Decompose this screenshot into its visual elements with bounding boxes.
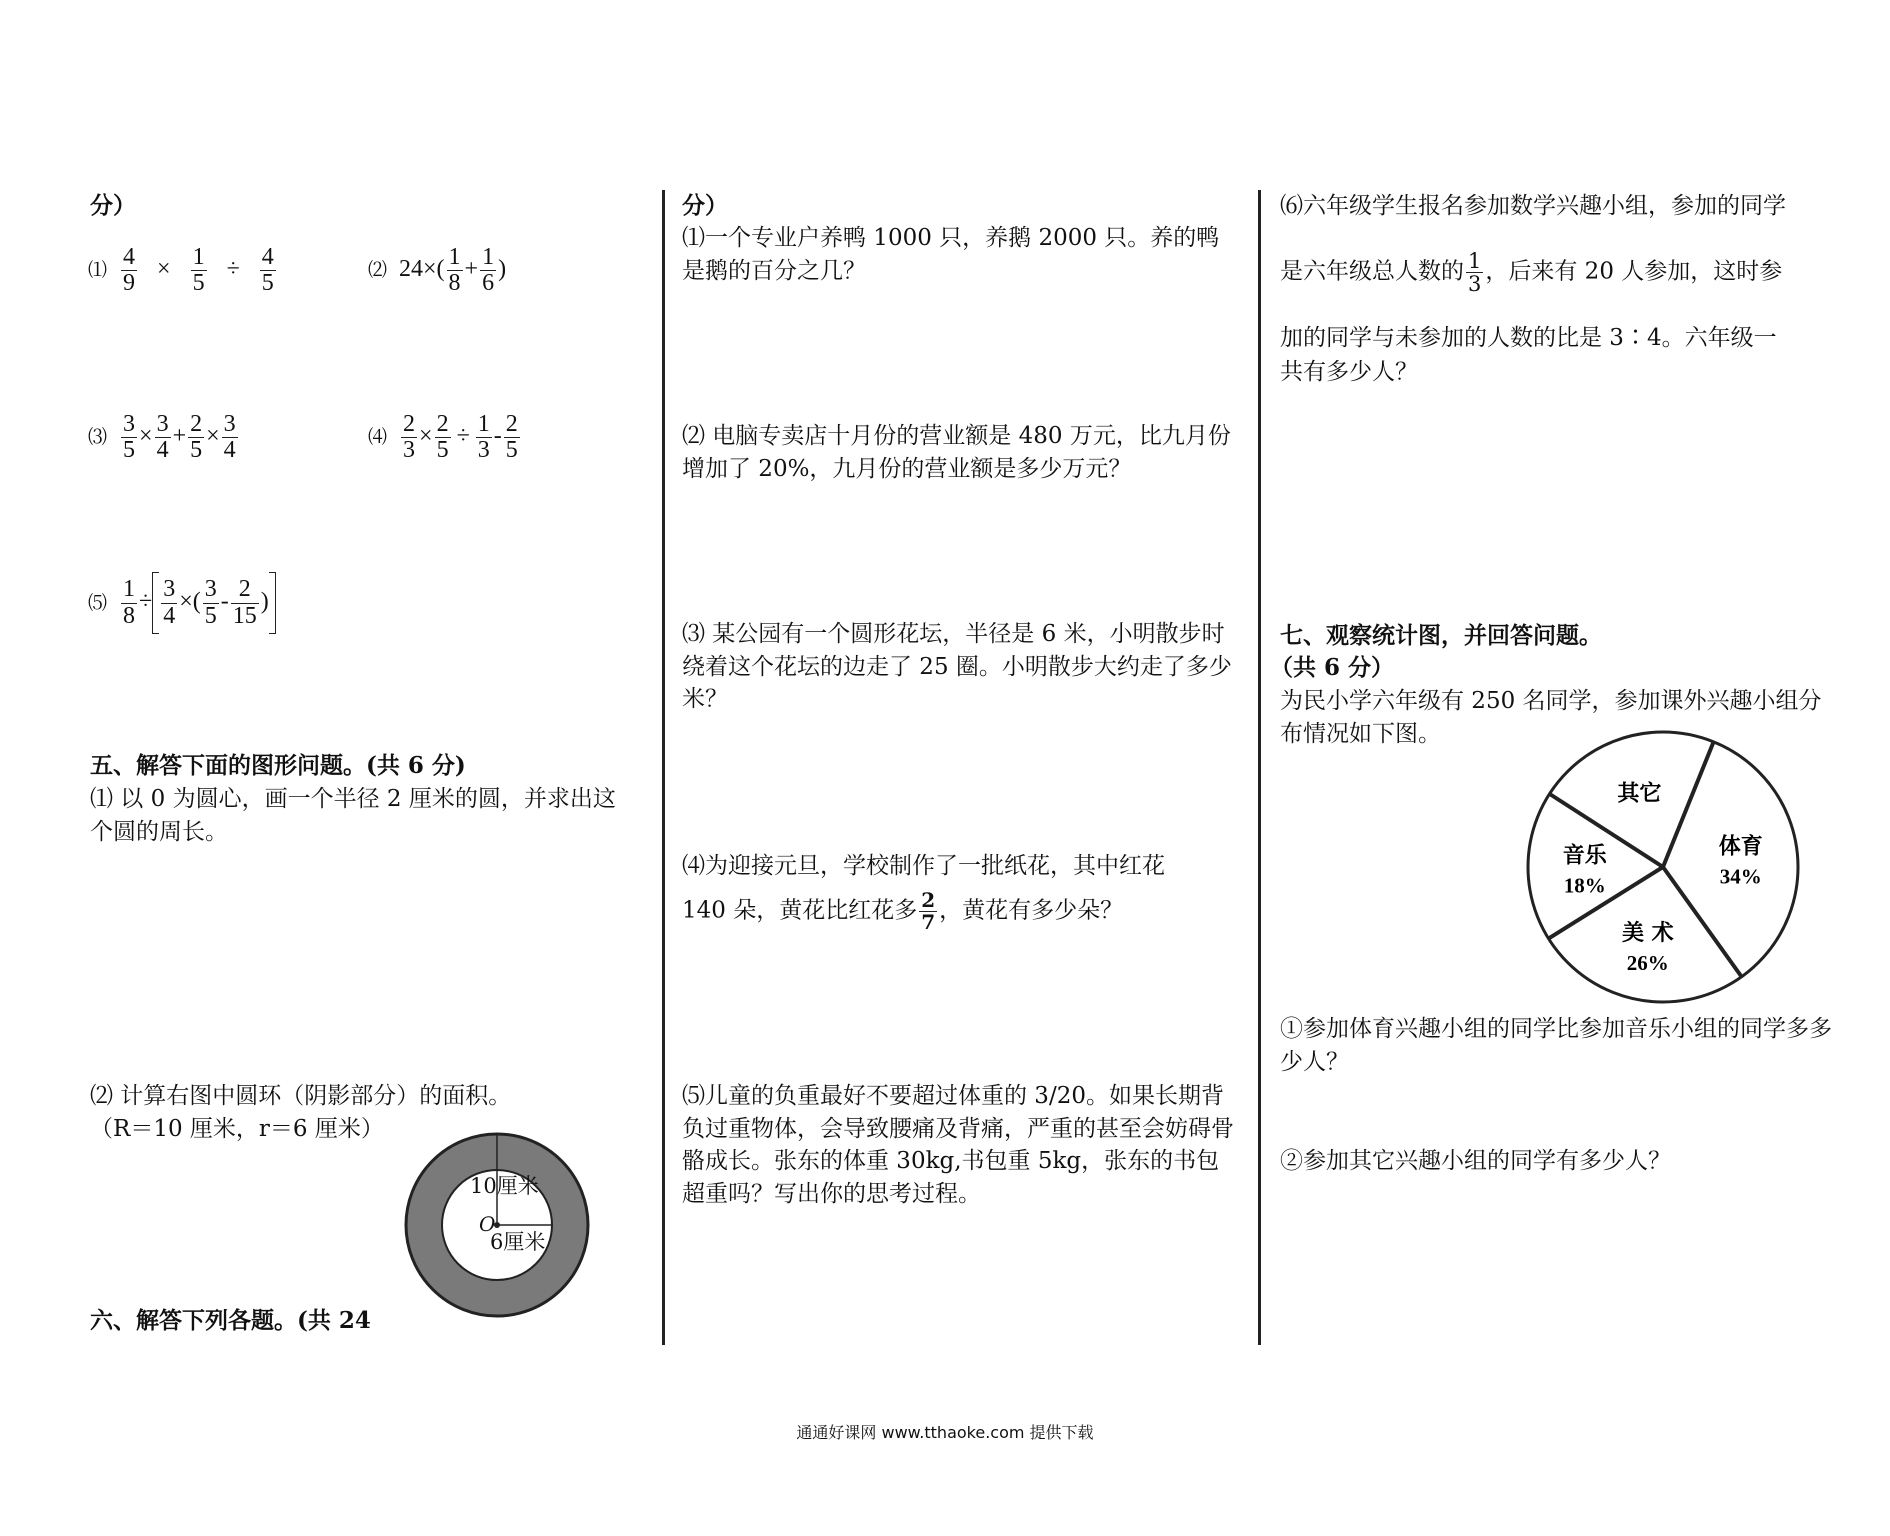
section-6-title: 六、解答下列各题。(共 24	[90, 1307, 371, 1334]
word-problem-4-line-1: ⑷为迎接元旦，学校制作了一批纸花，其中红花	[682, 853, 1165, 879]
fraction: $\frac{2}{5}$	[190, 411, 203, 464]
calc-problem-3: ⑶ $\frac{3}{5}$ × $\frac{3}{4}$ + $\frac{2}{5}$ × $\frac{3}{4}$	[88, 411, 236, 464]
continued-points-col2: 分）	[682, 192, 728, 219]
chart-question-1: ①参加体育兴趣小组的同学比参加音乐小组的同学多多少人？	[1280, 1016, 1832, 1075]
word-problem-4-line-2: 140 朵，黄花比红花多 $\frac{2}{7}$ ，黄花有多少朵？	[682, 888, 1124, 934]
pie-slice-art-percent: 26%	[1626, 950, 1669, 975]
outer-radius-label: 10厘米	[470, 1174, 539, 1198]
fraction: $\frac{3}{5}$	[204, 576, 217, 629]
left-square-bracket	[152, 572, 159, 634]
pie-slice-sports-label: 体育	[1718, 833, 1763, 860]
fraction: $\frac{4}{9}$	[123, 244, 136, 297]
word-problem-1: ⑴一个专业户养鸭 1000 只，养鹅 2000 只。养的鸭是鹅的百分之几？	[682, 225, 1220, 284]
fraction: $\frac{2}{7}$	[921, 888, 936, 934]
fraction: $\frac{1}{3}$	[1468, 249, 1482, 297]
fraction: $\frac{1}{8}$	[448, 244, 461, 297]
annulus-figure	[395, 1130, 605, 1320]
fraction: $\frac{3}{4}$	[156, 411, 169, 464]
section-5-question-1: ⑴ 以 0 为圆心，画一个半径 2 厘米的圆，并求出这个圆的周长。	[90, 786, 616, 845]
right-square-bracket	[269, 572, 276, 634]
section-7-points: （共 6 分）	[1270, 654, 1395, 681]
word-problem-6-line-1: ⑹六年级学生报名参加数学兴趣小组，参加的同学	[1280, 193, 1786, 219]
fraction: $\frac{3}{4}$	[163, 576, 176, 629]
center-point-label: O	[479, 1212, 496, 1236]
word-problem-6-line-2: 是六年级总人数的 $\frac{1}{3}$ ，后来有 20 人参加，这时参	[1280, 249, 1783, 297]
fraction: $\frac{2}{5}$	[505, 411, 518, 464]
fraction: $\frac{4}{5}$	[261, 244, 274, 297]
pie-slice-music-label: 音乐	[1562, 842, 1607, 869]
fraction: $\frac{3}{5}$	[123, 411, 136, 464]
fraction: $\frac{2}{15}$	[232, 576, 257, 629]
section-5-question-2: ⑵ 计算右图中圆环（阴影部分）的面积。	[90, 1083, 512, 1109]
word-problem-3: ⑶ 某公园有一个圆形花坛，半径是 6 米，小明散步时绕着这个花坛的边走了 25 圈。小明散步大约走了多少米？	[682, 621, 1232, 713]
section-7-title: 七、观察统计图，并回答问题。	[1280, 622, 1602, 649]
word-problem-6-line-4: 共有多少人？	[1280, 359, 1418, 385]
fraction: $\frac{2}{5}$	[436, 411, 449, 464]
pie-slice-other-label: 其它	[1617, 780, 1662, 807]
fraction: $\frac{3}{4}$	[223, 411, 236, 464]
pie-slice-music-percent: 18%	[1563, 873, 1606, 898]
continued-points-col1: 分）	[90, 192, 136, 219]
inner-radius-label: 6厘米	[490, 1230, 546, 1254]
section-7-intro: 为民小学六年级有 250 名同学，参加课外兴趣小组分布情况如下图。	[1280, 688, 1822, 747]
interest-group-pie-chart	[1518, 722, 1808, 1012]
word-problem-6-line-3: 加的同学与未参加的人数的比是 3∶4。六年级一	[1280, 325, 1777, 351]
word-problem-2: ⑵ 电脑专卖店十月份的营业额是 480 万元，比九月份增加了 20%，九月份的营业额是多少万元？	[682, 423, 1231, 482]
calc-problem-2: ⑵ 24×( $\frac{1}{8}$ + $\frac{1}{6}$ )	[368, 244, 507, 297]
calc-problem-4: ⑷ $\frac{2}{3}$ × $\frac{2}{5}$ ÷ $\frac{1}{3}$ - $\frac{2}{5}$	[368, 411, 518, 464]
fraction: $\frac{1}{8}$	[123, 576, 136, 629]
fraction: $\frac{1}{3}$	[477, 411, 490, 464]
section-5-title: 五、解答下面的图形问题。(共 6 分)	[90, 752, 466, 779]
chart-question-2: ②参加其它兴趣小组的同学有多少人？	[1280, 1148, 1671, 1174]
fraction: $\frac{1}{6}$	[482, 244, 495, 297]
pie-slice-sports-percent: 34%	[1719, 864, 1762, 889]
calc-problem-5: ⑸ $\frac{1}{8}$ ÷ $\frac{3}{4}$ ×( $\frac{3}{5}$ - $\frac{2}{15}$ )	[88, 572, 276, 634]
column-divider-left	[662, 190, 665, 1345]
pie-slice-art-label: 美 术	[1621, 919, 1674, 946]
calc-problem-1: ⑴ $\frac{4}{9}$ × $\frac{1}{5}$ ÷ $\frac{4}{5}$	[88, 244, 274, 297]
fraction: $\frac{2}{3}$	[403, 411, 416, 464]
fraction: $\frac{1}{5}$	[192, 244, 205, 297]
word-problem-5: ⑸儿童的负重最好不要超过体重的 3/20。如果长期背负过重物体，会导致腰痛及背痛，严重的甚至会妨碍骨骼成长。张东的体重 30kg,书包重 5kg，张东的书包超重吗？写出你的思考过程。	[682, 1083, 1234, 1207]
section-5-question-2-given: （R＝10 厘米，r＝6 厘米）	[90, 1116, 384, 1142]
page-footer: 通通好课网 www.tthaoke.com 提供下载	[796, 1423, 1094, 1442]
column-divider-right	[1258, 190, 1261, 1345]
